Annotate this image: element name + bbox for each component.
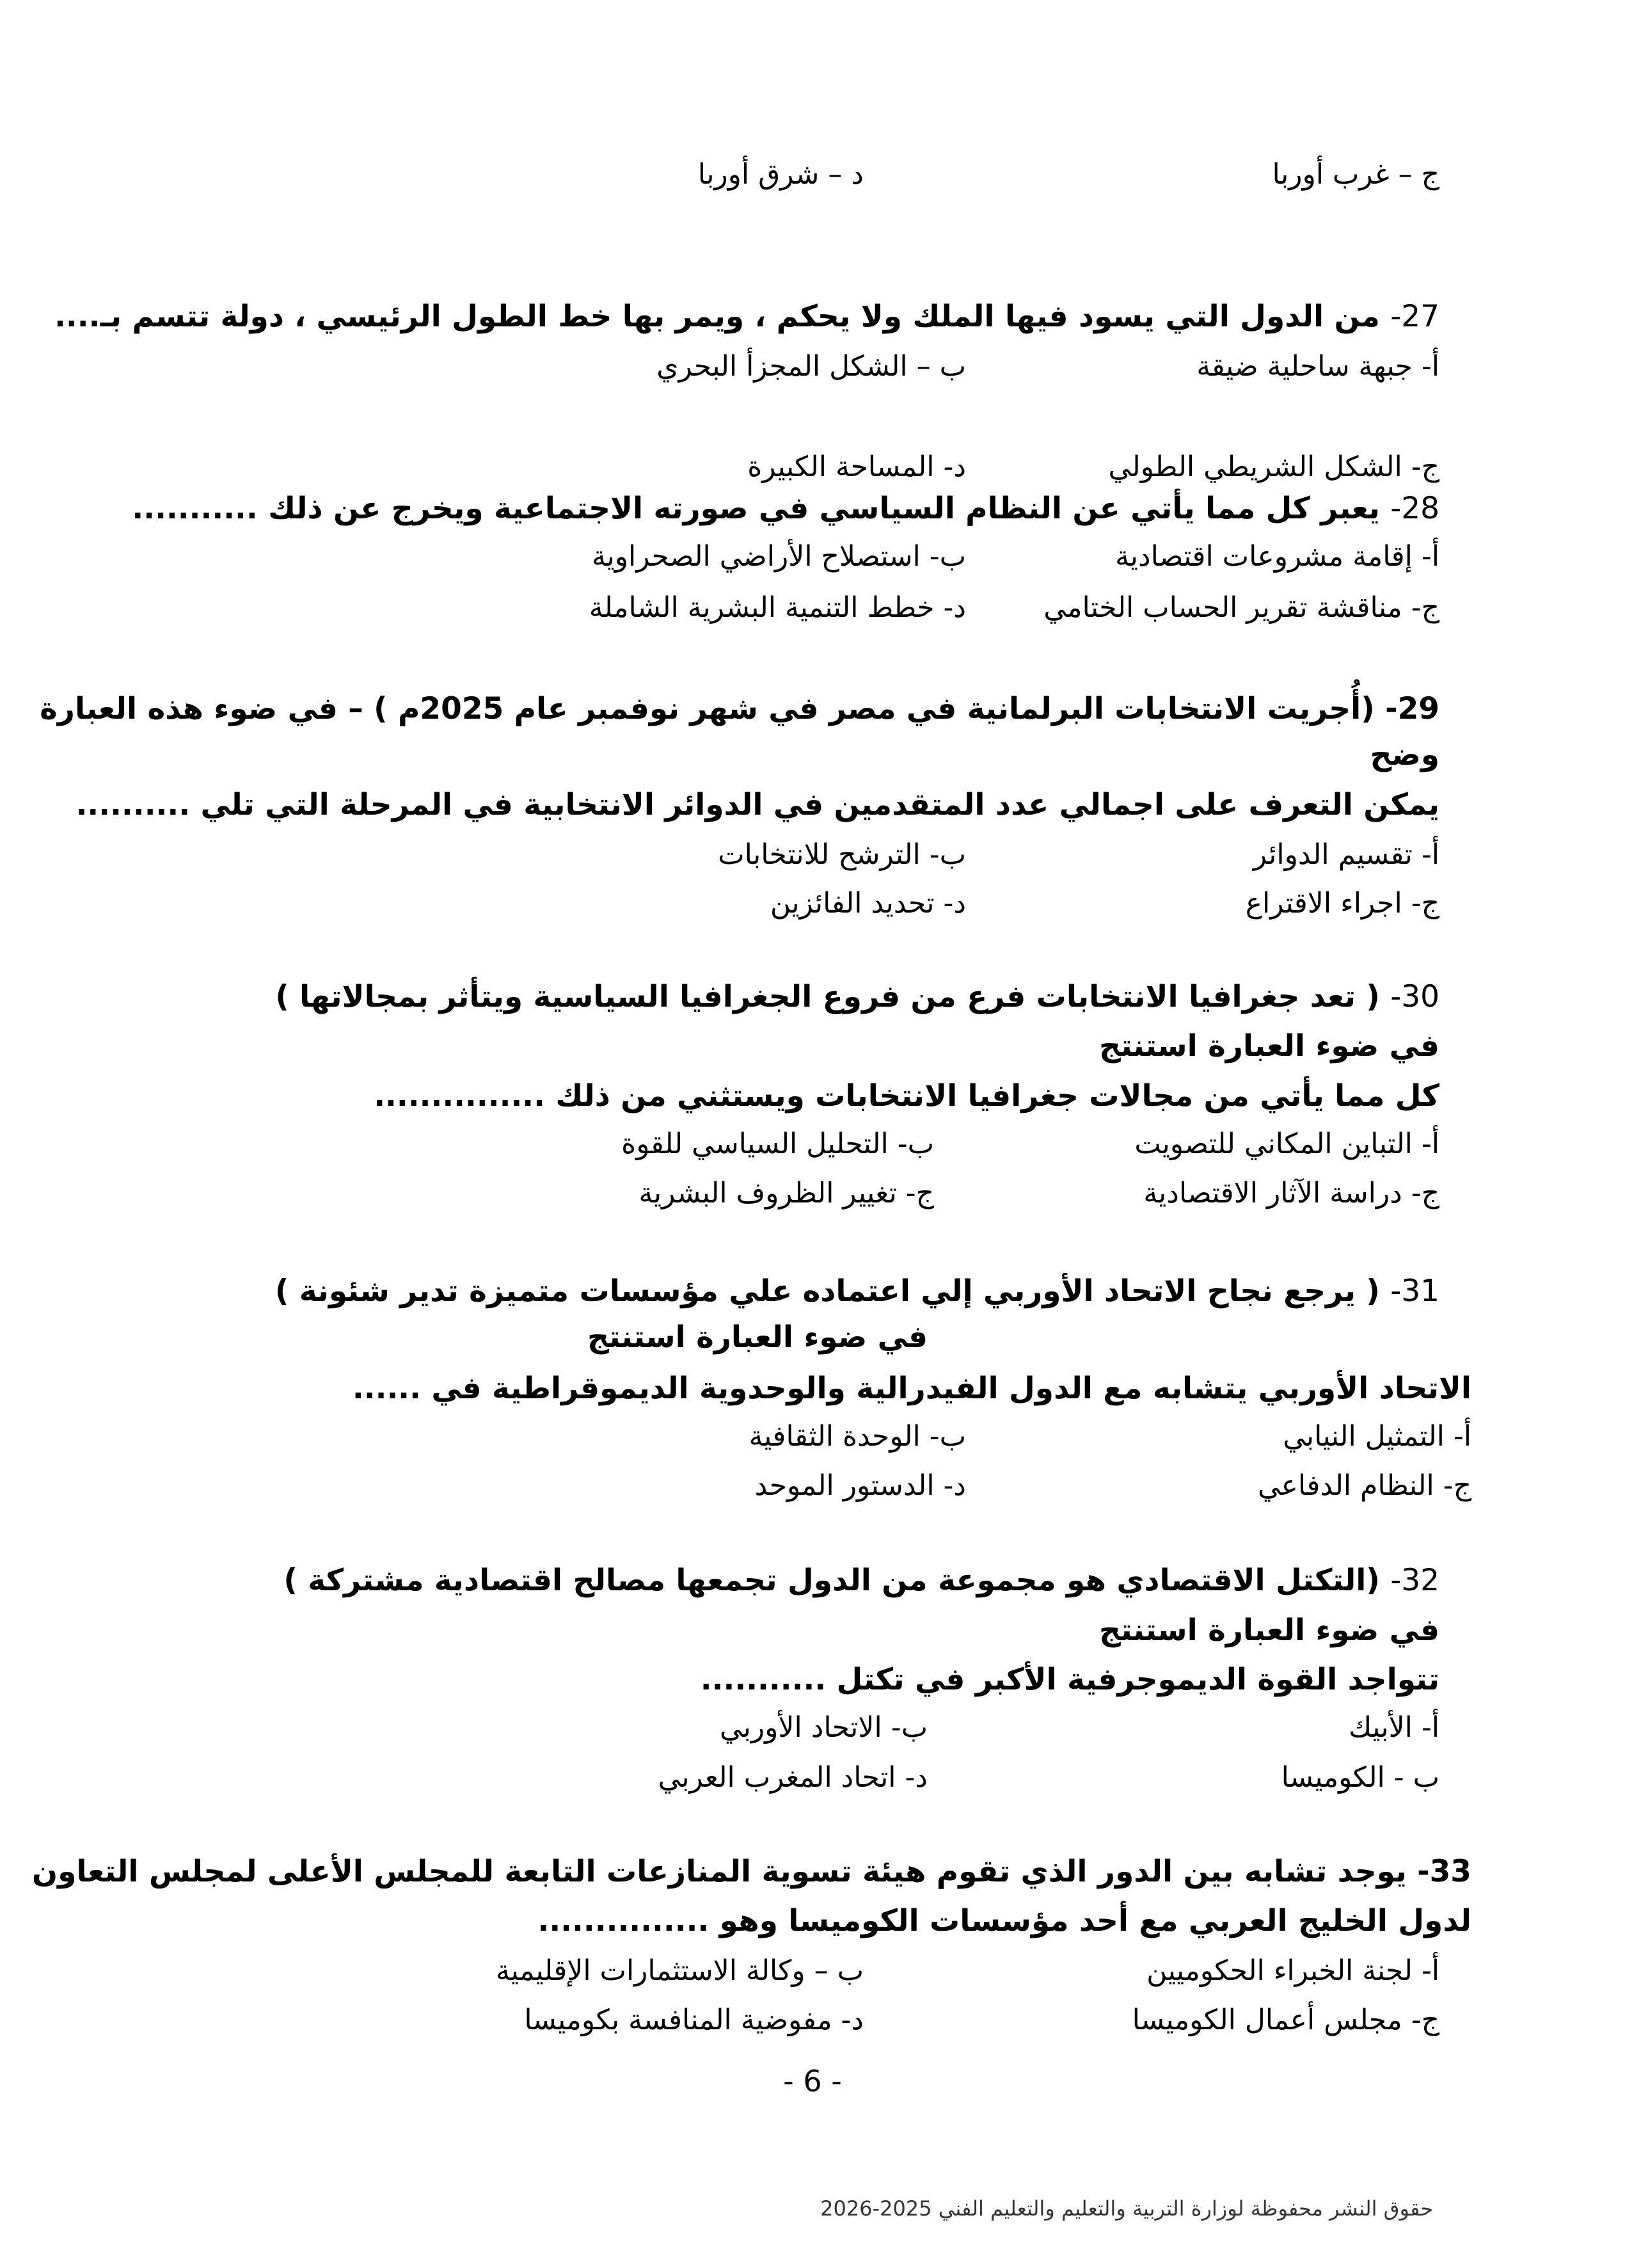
question-28-option-c: ج- مناقشة تقرير الحساب الختامي: [1043, 591, 1439, 624]
question-28-stem: [132, 490, 1439, 528]
question-33-option-d: د- مفوضية المنافسة بكوميسا: [524, 2004, 864, 2036]
question-28-option-d: د- خطط التنمية البشرية الشاملة: [589, 591, 966, 624]
question-31-stem-line2: في ضوء العبارة استنتج: [587, 1320, 928, 1355]
question-30-option-d: ج- تغيير الظروف البشرية: [638, 1177, 934, 1210]
question-31-stem-line3: الاتحاد الأوربي يتشابه مع الدول الفيدرالية والوحدوية الديموقراطية في ......: [352, 1371, 1471, 1406]
question-31-number: 31-: [1390, 1274, 1439, 1309]
question-30-stem-line3: كل مما يأتي من مجالات جغرافيا الانتخابات ويستثني من ذلك ...............: [374, 1078, 1439, 1114]
question-29-option-a: أ- تقسيم الدوائر: [1253, 838, 1439, 871]
question-32-stem-line2: في ضوء العبارة استنتج: [1098, 1613, 1439, 1648]
question-28-option-a: أ- إقامة مشروعات اقتصادية: [1115, 540, 1439, 573]
question-31-stem-line1: [275, 1272, 1439, 1311]
question-33-stem-line2: لدول الخليج العربي مع أحد مؤسسات الكوميسا وهو ...............: [537, 1903, 1471, 1938]
question-27-stem: [54, 298, 1439, 336]
question-30-option-a: أ- التباين المكاني للتصويت: [1134, 1128, 1439, 1160]
question-31-text: ( يرجع نجاح الاتحاد الأوربي إلي اعتماده علي مؤسسات متميزة تدير شئونة ): [274, 1274, 1380, 1309]
option-d-eastern-europe: د – شرق أوربا: [697, 158, 864, 191]
question-30-number: 30-: [1390, 979, 1439, 1014]
question-29-option-d: د- تحديد الفائزين: [770, 887, 966, 920]
question-33-option-b: ب – وكالة الاستثمارات الإقليمية: [496, 1954, 864, 1987]
question-33-option-c: ج- مجلس أعمال الكوميسا: [1132, 2004, 1439, 2036]
question-28-option-b: ب- استصلاح الأراضي الصحراوية: [591, 540, 966, 573]
question-27-option-a: أ- جبهة ساحلية ضيقة: [1196, 350, 1439, 383]
question-29-stem-line2: وضح: [1370, 737, 1439, 772]
question-27-number: 27-: [1390, 299, 1439, 334]
question-28-text: يعبر كل مما يأتي عن النظام السياسي في صورته الاجتماعية ويخرج عن ذلك ...........: [132, 491, 1380, 526]
question-32-number: 32-: [1390, 1563, 1439, 1598]
question-31-option-d: د- الدستور الموحد: [754, 1469, 966, 1502]
option-c-western-europe: ج – غرب أوربا: [1272, 158, 1439, 191]
question-32-option-b: ب- الاتحاد الأوربي: [720, 1711, 928, 1744]
question-27-text: من الدول التي يسود فيها الملك ولا يحكم ، ويمر بها خط الطول الرئيسي ، دولة تتسم بـ....: [54, 299, 1380, 334]
page-number: - 6 -: [783, 2064, 842, 2098]
question-27-option-c: ج- الشكل الشريطي الطولي: [1108, 451, 1439, 483]
question-32-text: (التكتل الاقتصادي هو مجموعة من الدول تجمعها مصالح اقتصادية مشتركة ): [283, 1563, 1380, 1598]
question-33-option-a: أ- لجنة الخبراء الحكوميين: [1146, 1954, 1439, 1987]
copyright-footer: حقوق النشر محفوظة لوزارة التربية والتعليم والتعليم الفني 2025-2026: [820, 2196, 1433, 2221]
question-30-stem-line2: في ضوء العبارة استنتج: [1098, 1028, 1439, 1064]
question-28-number: 28-: [1390, 491, 1439, 526]
question-31-option-b: ب- الوحدة الثقافية: [749, 1420, 966, 1453]
question-29-option-b: ب- الترشح للانتخابات: [718, 838, 966, 871]
question-27-option-b: ب – الشكل المجزأ البحري: [656, 350, 966, 383]
question-27-option-d: د- المساحة الكبيرة: [747, 451, 966, 483]
question-30-stem-line1: [275, 978, 1439, 1016]
question-30-text: ( تعد جغرافيا الانتخابات فرع من فروع الجغرافيا السياسية ويتأثر بمجالاتها ): [275, 979, 1380, 1014]
question-31-option-c: ج- النظام الدفاعي: [1258, 1469, 1471, 1502]
question-32-stem-line1: [283, 1561, 1439, 1600]
question-29-stem-line1: 29- (أُجريت الانتخابات البرلمانية في مصر في شهر نوفمبر عام 2025م ) – في ضوء هذه العبارة: [40, 691, 1439, 726]
question-29-option-c: ج- اجراء الاقتراع: [1245, 887, 1439, 920]
question-32-option-d: د- اتحاد المغرب العربي: [658, 1761, 928, 1794]
question-33-stem-line1: 33- يوجد تشابه بين الدور الذي تقوم هيئة تسوية المنازعات التابعة للمجلس الأعلى لمجلس التعاون: [32, 1854, 1471, 1889]
question-32-option-a: أ- الأبيك: [1348, 1711, 1439, 1744]
question-32-option-c: ب - الكوميسا: [1281, 1761, 1439, 1794]
question-29-stem-line3: يمكن التعرف على اجمالي عدد المتقدمين في الدوائر الانتخابية في المرحلة التي تلي ..........: [75, 787, 1439, 822]
question-32-stem-line3: تتواجد القوة الديموجرفية الأكبر في تكتل ...........: [700, 1662, 1439, 1697]
question-30-option-c: ج- دراسة الآثار الاقتصادية: [1143, 1177, 1439, 1210]
question-31-option-a: أ- التمثيل النيابي: [1283, 1420, 1471, 1453]
question-30-option-b: ب- التحليل السياسي للقوة: [621, 1128, 934, 1160]
